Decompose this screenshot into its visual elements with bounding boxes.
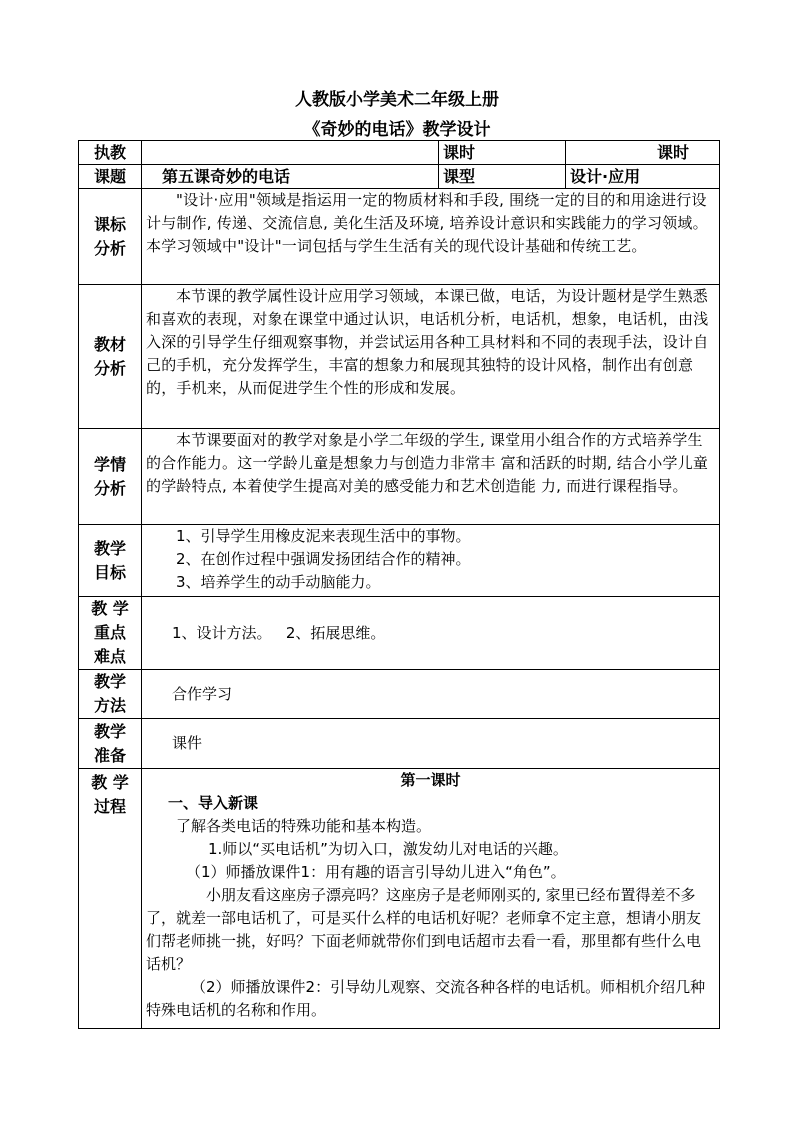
- table-row: [79, 429, 720, 525]
- table-row: [79, 769, 720, 1029]
- type-value: 设计·应用: [566, 165, 720, 189]
- teaching-method-text: 合作学习: [142, 670, 720, 719]
- section-heading: 一、导入新课: [168, 794, 259, 812]
- lesson-plan-table: [78, 140, 720, 1029]
- table-row: [79, 189, 720, 285]
- period-value: 课时: [566, 141, 720, 165]
- key-points-label: 教 学 重点 难点: [79, 597, 142, 670]
- topic-label: 课题: [79, 165, 142, 189]
- document-subtitle: 《奇妙的电话》教学设计: [303, 120, 491, 140]
- type-label: 课型: [439, 165, 566, 189]
- material-analysis-text: 本节课的教学属性设计应用学习领域，本课已做，电话，为设计题材是学生熟悉和喜欢的表现，对象在课堂中通过认识，电话机分析，电话机，想象，电话机，由浅入深的引导学生仔细观察事物，并尝试运用各种工具材料和不同的表现手法，设计自己的手机，充分发挥学生，丰富的想象力和展现其独特的设计风格，制作出有创意的，手机来，从而促进学生个性的形成和发展。: [142, 285, 720, 429]
- topic-value: 第五课奇妙的电话: [142, 165, 439, 189]
- list-item: 2、在创作过程中强调发扬团结合作的精神。: [176, 550, 471, 568]
- standards-analysis-label: 课标 分析: [79, 189, 142, 285]
- list-item: 1、引导学生用橡皮泥来表现生活中的事物。: [176, 527, 471, 545]
- teaching-prep-text: 课件: [142, 719, 720, 769]
- table-row: [79, 141, 720, 165]
- teaching-process-text: 第一课时 一、导入新课 了解各类电话的特殊功能和基本构造。 1.师以“买电话机”为切入口，激发幼儿对电话的兴趣。 （1）师播放课件1：用有趣的语言引导幼儿进入“角色”。 小朋友看这座房子漂亮吗？这座房子是老师刚买的, 家里已经布置得差不多了，就差一部电话机了，可是买什么样的电话机好呢？老师拿不定主意，想请小朋友们帮老师挑一挑，好吗？下面老师就带你们到电话超市去看一看，那里都有些什么电话机？ （2）师播放课件2：引导幼儿观察、交流各种各样的电话机。师相机介绍几种特殊电话机的名称和作用。: [142, 769, 720, 1029]
- teaching-goals-label: 教学 目标: [79, 525, 142, 597]
- table-row: [79, 670, 720, 719]
- teaching-prep-label: 教学 准备: [79, 719, 142, 769]
- period-label: 课时: [439, 141, 566, 165]
- period-heading: 第一课时: [400, 771, 461, 789]
- teaching-process-label: 教 学 过程: [79, 769, 142, 1029]
- standards-analysis-text: "设计·应用"领域是指运用一定的物质材料和手段, 围绕一定的目的和用途进行设计与制作, 传递、交流信息, 美化生活及环境, 培养设计意识和实践能力的学习领域。本学习领域中"设计"一词包括与学生生活有关的现代设计基础和传统工艺。: [142, 189, 720, 285]
- table-row: [79, 525, 720, 597]
- table-row: [79, 597, 720, 670]
- list-item: 3、培养学生的动手动脑能力。: [176, 573, 381, 591]
- teacher-label: 执教: [79, 141, 142, 165]
- table-row: [79, 165, 720, 189]
- teaching-goals-list: [142, 525, 720, 597]
- teaching-method-label: 教学 方法: [79, 670, 142, 719]
- student-analysis-label: 学情 分析: [79, 429, 142, 525]
- document-title: 人教版小学美术二年级上册: [295, 90, 499, 110]
- table-row: [79, 285, 720, 429]
- material-analysis-label: 教材 分析: [79, 285, 142, 429]
- student-analysis-text: 本节课要面对的教学对象是小学二年级的学生, 课堂用小组合作的方式培养学生的合作能力。这一学龄儿童是想象力与创造力非常丰 富和活跃的时期, 结合小学儿童的学龄特点, 本着使学生提高对美的感受能力和艺术创造能 力, 而进行课程指导。: [142, 429, 720, 525]
- table-row: [79, 719, 720, 769]
- teacher-value: [142, 141, 439, 165]
- key-points-text: 1、设计方法。 2、拓展思维。: [142, 597, 720, 670]
